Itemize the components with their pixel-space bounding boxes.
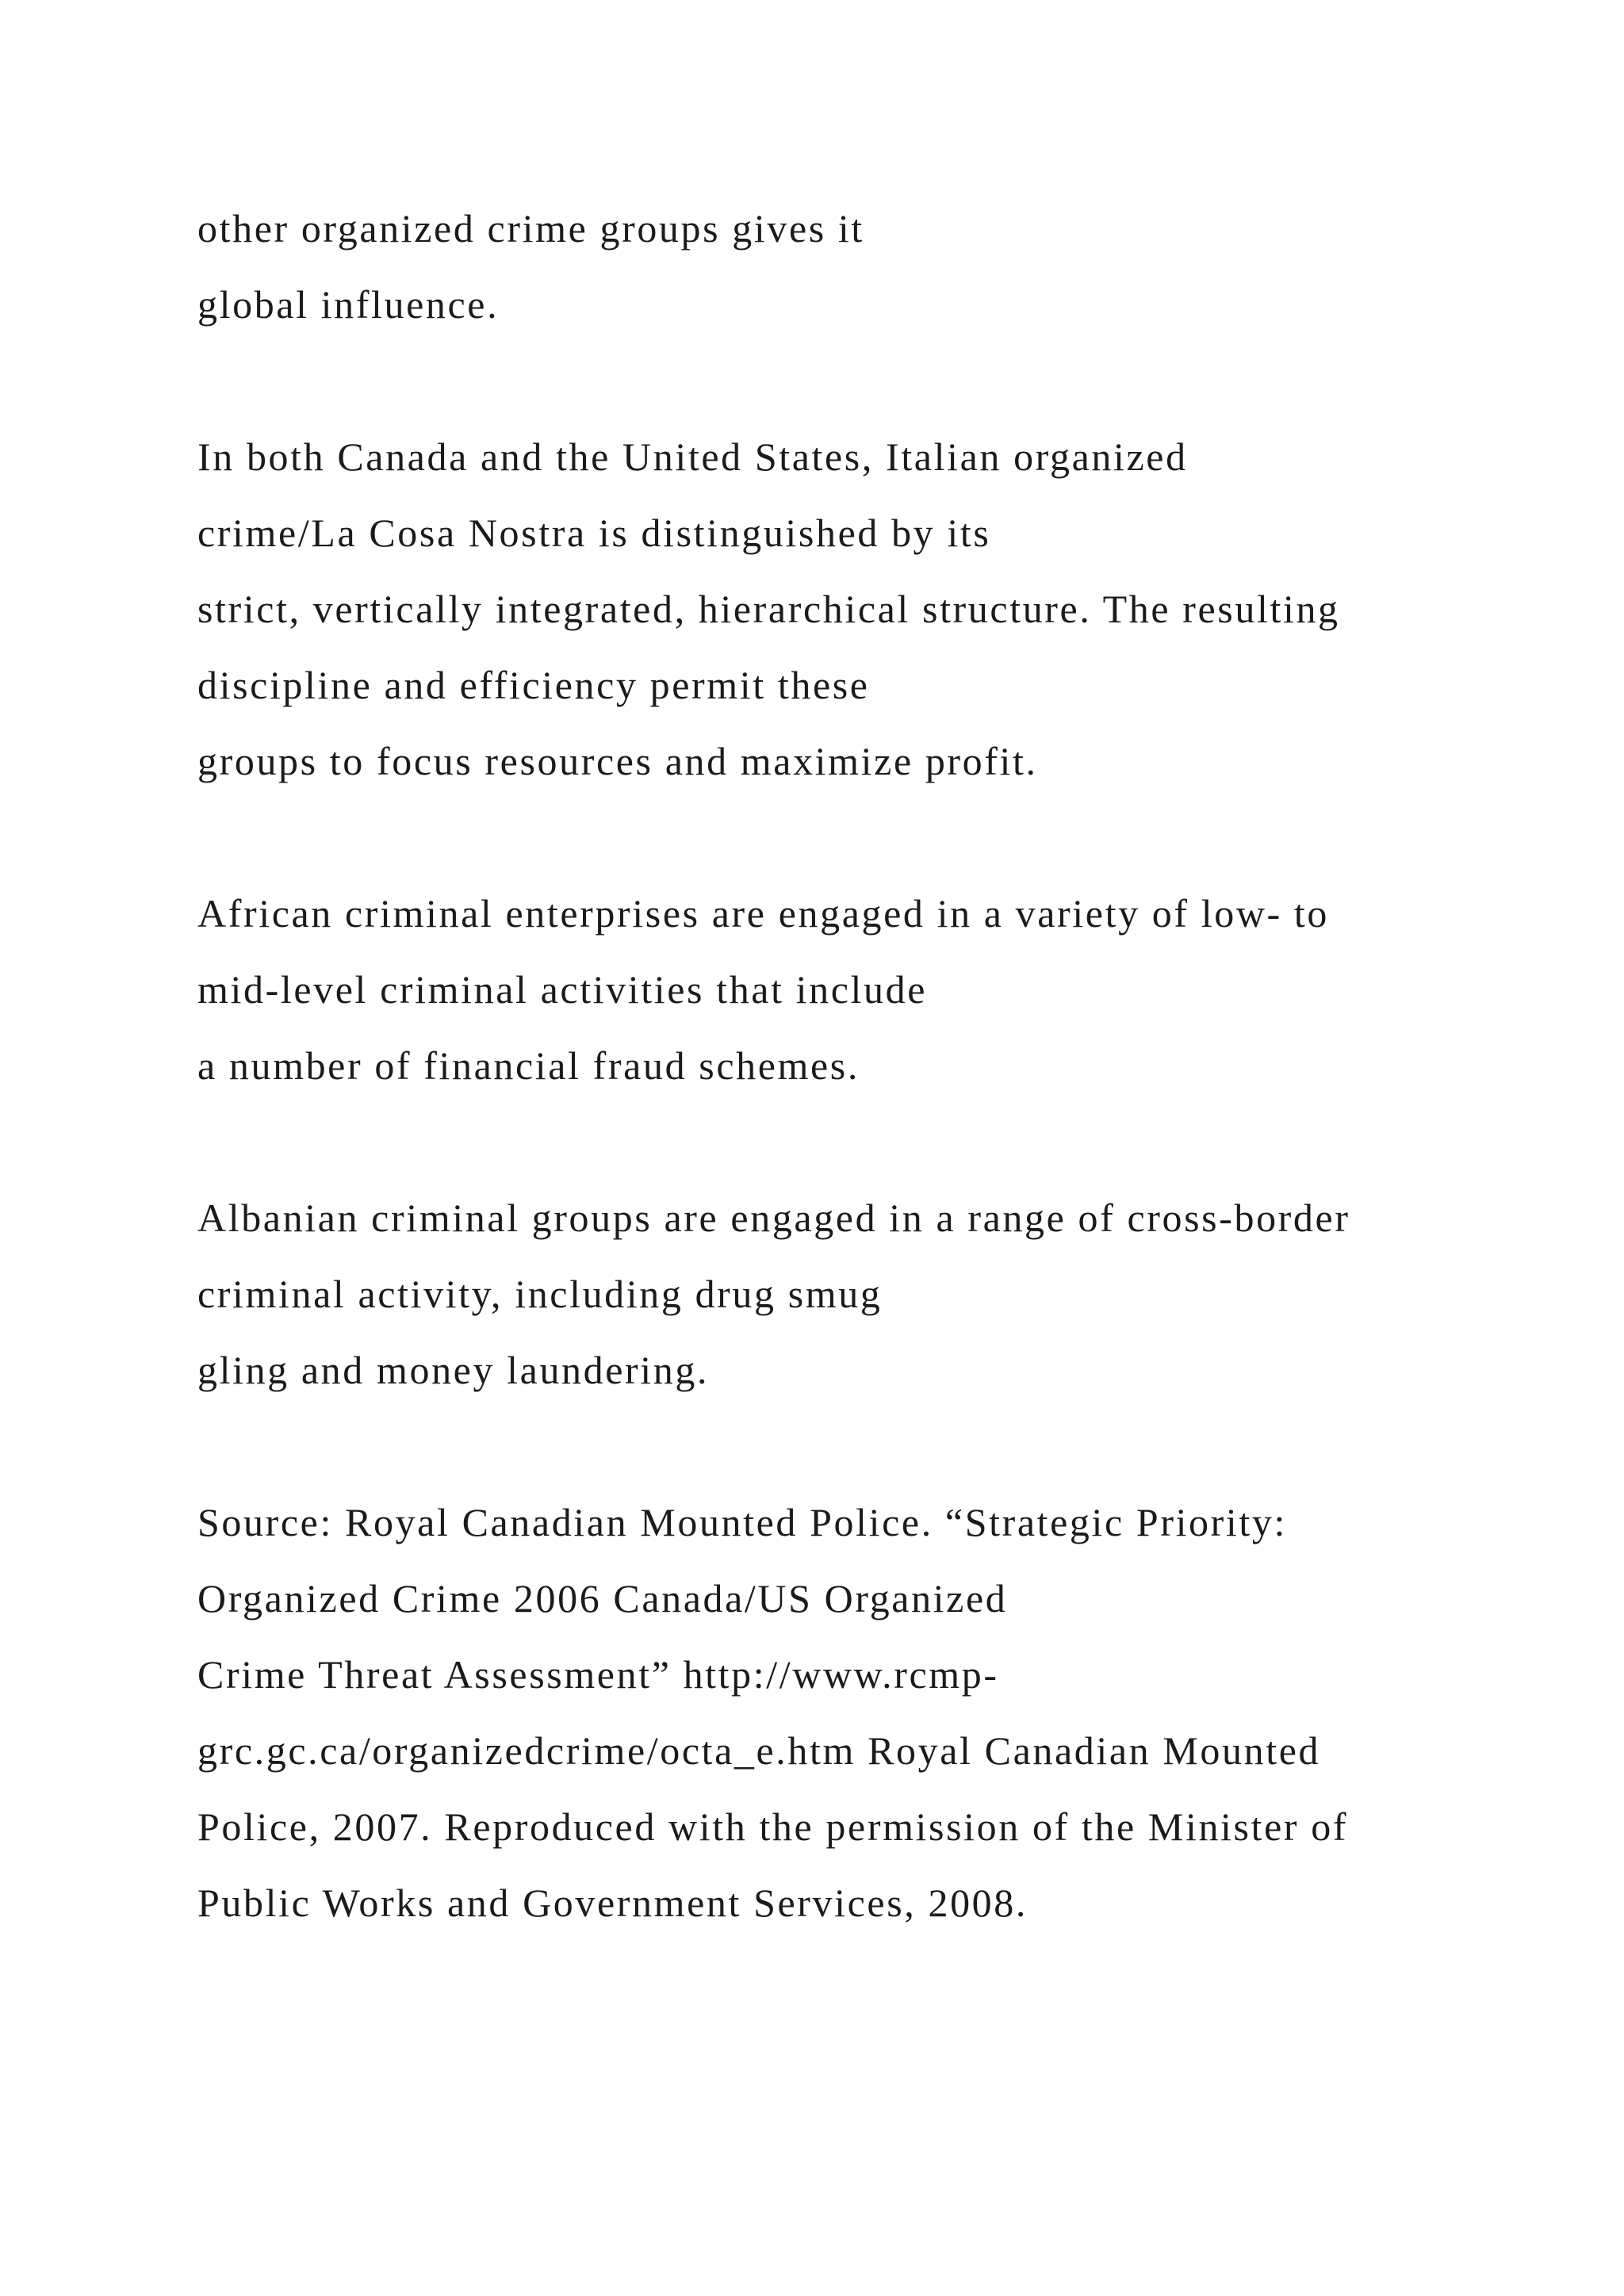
paragraph-african-criminal-enterprises bbox=[197, 875, 1545, 1104]
text-line: crime/La Cosa Nostra is distinguished by its bbox=[197, 511, 991, 555]
text-line: Albanian criminal groups are engaged in a range of cross-border bbox=[197, 1196, 1350, 1240]
paragraph-organized-crime-influence bbox=[197, 190, 1545, 342]
text-line: African criminal enterprises are engaged in a variety of low- to bbox=[197, 891, 1329, 936]
text-line: Police, 2007. Reproduced with the permission of the Minister of bbox=[197, 1804, 1349, 1849]
text-line: a number of financial fraud schemes. bbox=[197, 1043, 860, 1088]
text-line: grc.gc.ca/organizedcrime/octa_e.htm Royal Canadian Mounted bbox=[197, 1728, 1321, 1773]
paragraph-albanian-criminal-groups bbox=[197, 1180, 1545, 1408]
text-line: In both Canada and the United States, Italian organized bbox=[197, 434, 1188, 479]
text-line: Organized Crime 2006 Canada/US Organized bbox=[197, 1576, 1008, 1621]
text-line: other organized crime groups gives it bbox=[197, 206, 864, 251]
paragraph-source-citation bbox=[197, 1484, 1545, 1941]
text-line: groups to focus resources and maximize profit. bbox=[197, 739, 1038, 783]
document-body bbox=[197, 190, 1545, 2017]
text-line: criminal activity, including drug smug bbox=[197, 1272, 883, 1316]
text-line: strict, vertically integrated, hierarchical structure. The resulting bbox=[197, 587, 1340, 631]
text-line: global influence. bbox=[197, 282, 500, 327]
paragraph-italian-organized-crime bbox=[197, 419, 1545, 799]
text-line: Public Works and Government Services, 2008. bbox=[197, 1881, 1028, 1925]
text-line: Source: Royal Canadian Mounted Police. “Strategic Priority: bbox=[197, 1500, 1287, 1544]
text-line: gling and money laundering. bbox=[197, 1348, 710, 1392]
text-line: mid-level criminal activities that include bbox=[197, 967, 928, 1012]
text-line: discipline and efficiency permit these bbox=[197, 663, 870, 707]
text-line: Crime Threat Assessment” http://www.rcmp- bbox=[197, 1652, 999, 1697]
